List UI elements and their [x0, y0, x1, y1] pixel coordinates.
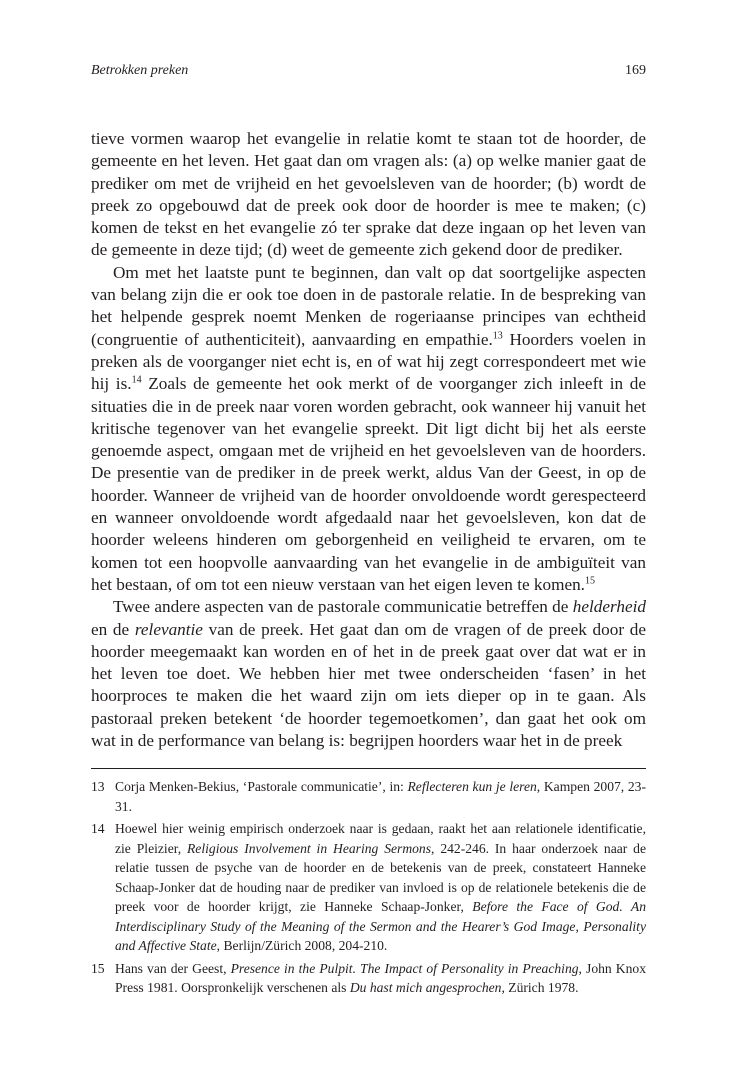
footnotes — [91, 777, 646, 1001]
paragraph-3-text-c: van de preek. Het gaat dan om de vragen of de preek door de hoorder meegemaakt kan worden en of het in de preek gaat over dat wat er in het leven toe doet. We hebben hier met twee onderscheiden ‘fasen’ in het hoorproces te maken die het waard zijn om iets dieper op in te gaan. Als pastoraal preken betekent ‘de hoorder tegemoetkomen’, dan gaat het ook om wat in de performance van belang is: begrijpen hoorders waar het in de preek — [91, 619, 646, 751]
footnote-number: 15 — [91, 960, 105, 976]
footnote-text: , Kampen 2007, 23-31. — [115, 779, 646, 814]
footnote-text: , 242-246. In haar onderzoek naar de relatie tussen de psyche van de hoorder en de betekenis van de preek, constateert Hanneke Schaap-Jonker dat de houding naar de prediker van invloed is op de relationele betekenis die de preek voor de hoorder krijgt, zie Hanneke Schaap-Jonker, — [115, 840, 647, 914]
paragraph-2-text-c: Zoals de gemeente het ook merkt of de voorganger zich inleeft in de situaties die in de preek naar voren worden gebracht, ook wanneer hij vanuit het kritische tegenover van het evangelie spreekt. Dit ligt dicht bij het als eerste genoemde aspect, omgaan met de vrijheid en het gevoelsleven van de hoorders. De presentie van de prediker in de preek werkt, aldus Van der Geest, in op de hoorder. Wanneer de vrijheid van de hoorder onvoldoende wordt gerespecteerd en wanneer onvoldoende wordt afgedaald naar het gevoelsleven, kon dat de hoorder weleens hinderen om geborgenheid en veiligheid te ervaren, om te komen tot een hoopvolle aanvaarding van het evangelie in de ambiguïteit van het bestaan, of om tot een nieuw verstaan van het eigen leven te komen. — [91, 374, 646, 594]
paragraph-2-text-b: Hoorders voelen in preken als de voorganger niet echt is, en of wat hij zegt correspondeert met wie hij is. — [91, 329, 646, 394]
footnote-text: Hoewel hier weinig empirisch onderzoek naar is gedaan, raakt het aan relationele identificatie, zie Pleizier, — [115, 821, 646, 856]
paragraph-3-text-a: Twee andere aspecten van de pastorale communicatie betreffen de — [113, 597, 573, 617]
paragraph-1 — [91, 128, 646, 262]
footnote-ref-15[interactable]: 15 — [584, 575, 595, 587]
emphasis-relevantie: relevantie — [134, 619, 203, 639]
footnote-title: Before the Face of God. An Interdisciplinary Study of the Meaning of the Sermon and the Hearer’s God Image, Personality and Affective State — [115, 899, 646, 953]
footnote-text: Zürich 1978. — [504, 980, 579, 995]
paragraph-3 — [91, 596, 646, 752]
footnote-15 — [91, 959, 646, 998]
page-number: 169 — [625, 63, 646, 78]
paragraph-1-text: tieve vormen waarop het evangelie in relatie komt te staan tot de hoorder, de gemeente en het leven. Het gaat dan om vragen als: (a) op welke manier gaat de prediker om met de vrijheid en het gevoelsleven van de hoorder; (b) wordt de preek zo opgebouwd dat de preek ook door de hoorder is mee te maken; (c) komen de tekst en het evangelie zó ter sprake dat deze ingaan op het leven van de gemeente in deze tijd; (d) weet de gemeente zich gekend door de prediker. — [91, 129, 646, 260]
emphasis-helderheid: helderheid — [572, 597, 646, 617]
footnote-text: , Berlijn/Zürich 2008, 204-210. — [216, 938, 388, 953]
footnote-title: Reflecteren kun je leren — [407, 779, 537, 794]
footnote-title: Religious Involvement in Hearing Sermons — [187, 840, 432, 856]
footnote-text: Corja Menken-Bekius, ‘Pastorale communicatie’, in: — [115, 779, 408, 794]
paragraph-2-text-a: Om met het laatste punt te beginnen, dan valt op dat soortgelijke aspecten van belang zijn die er ook toe doen in de pastorale relatie. In de bespreking van het helpende gesprek noemt Menken de rogeriaanse principes van echtheid (congruentie of authenticiteit), aanvaarding en empathie. — [91, 262, 646, 349]
footnote-title: Presence in the Pulpit. The Impact of Personality in Preaching — [230, 960, 579, 976]
running-title: Betrokken preken — [91, 63, 189, 78]
footnote-ref-13[interactable]: 13 — [492, 329, 503, 341]
paragraph-3-text-b: en de — [91, 619, 135, 639]
footnote-ref-14[interactable]: 14 — [131, 374, 142, 386]
footnote-title: Du hast mich angesprochen, — [349, 980, 505, 995]
footnote-text: , John Knox Press 1981. Oorspronkelijk verschenen als — [115, 960, 646, 995]
footnote-separator — [91, 768, 646, 769]
footnote-13 — [91, 777, 646, 816]
page-header — [91, 63, 646, 83]
footnote-14 — [91, 819, 646, 956]
footnote-number: 13 — [91, 779, 105, 794]
paragraph-2 — [91, 262, 646, 596]
footnote-text: Hans van der Geest, — [115, 960, 231, 976]
body-text — [91, 128, 646, 752]
footnote-number: 14 — [91, 821, 105, 836]
